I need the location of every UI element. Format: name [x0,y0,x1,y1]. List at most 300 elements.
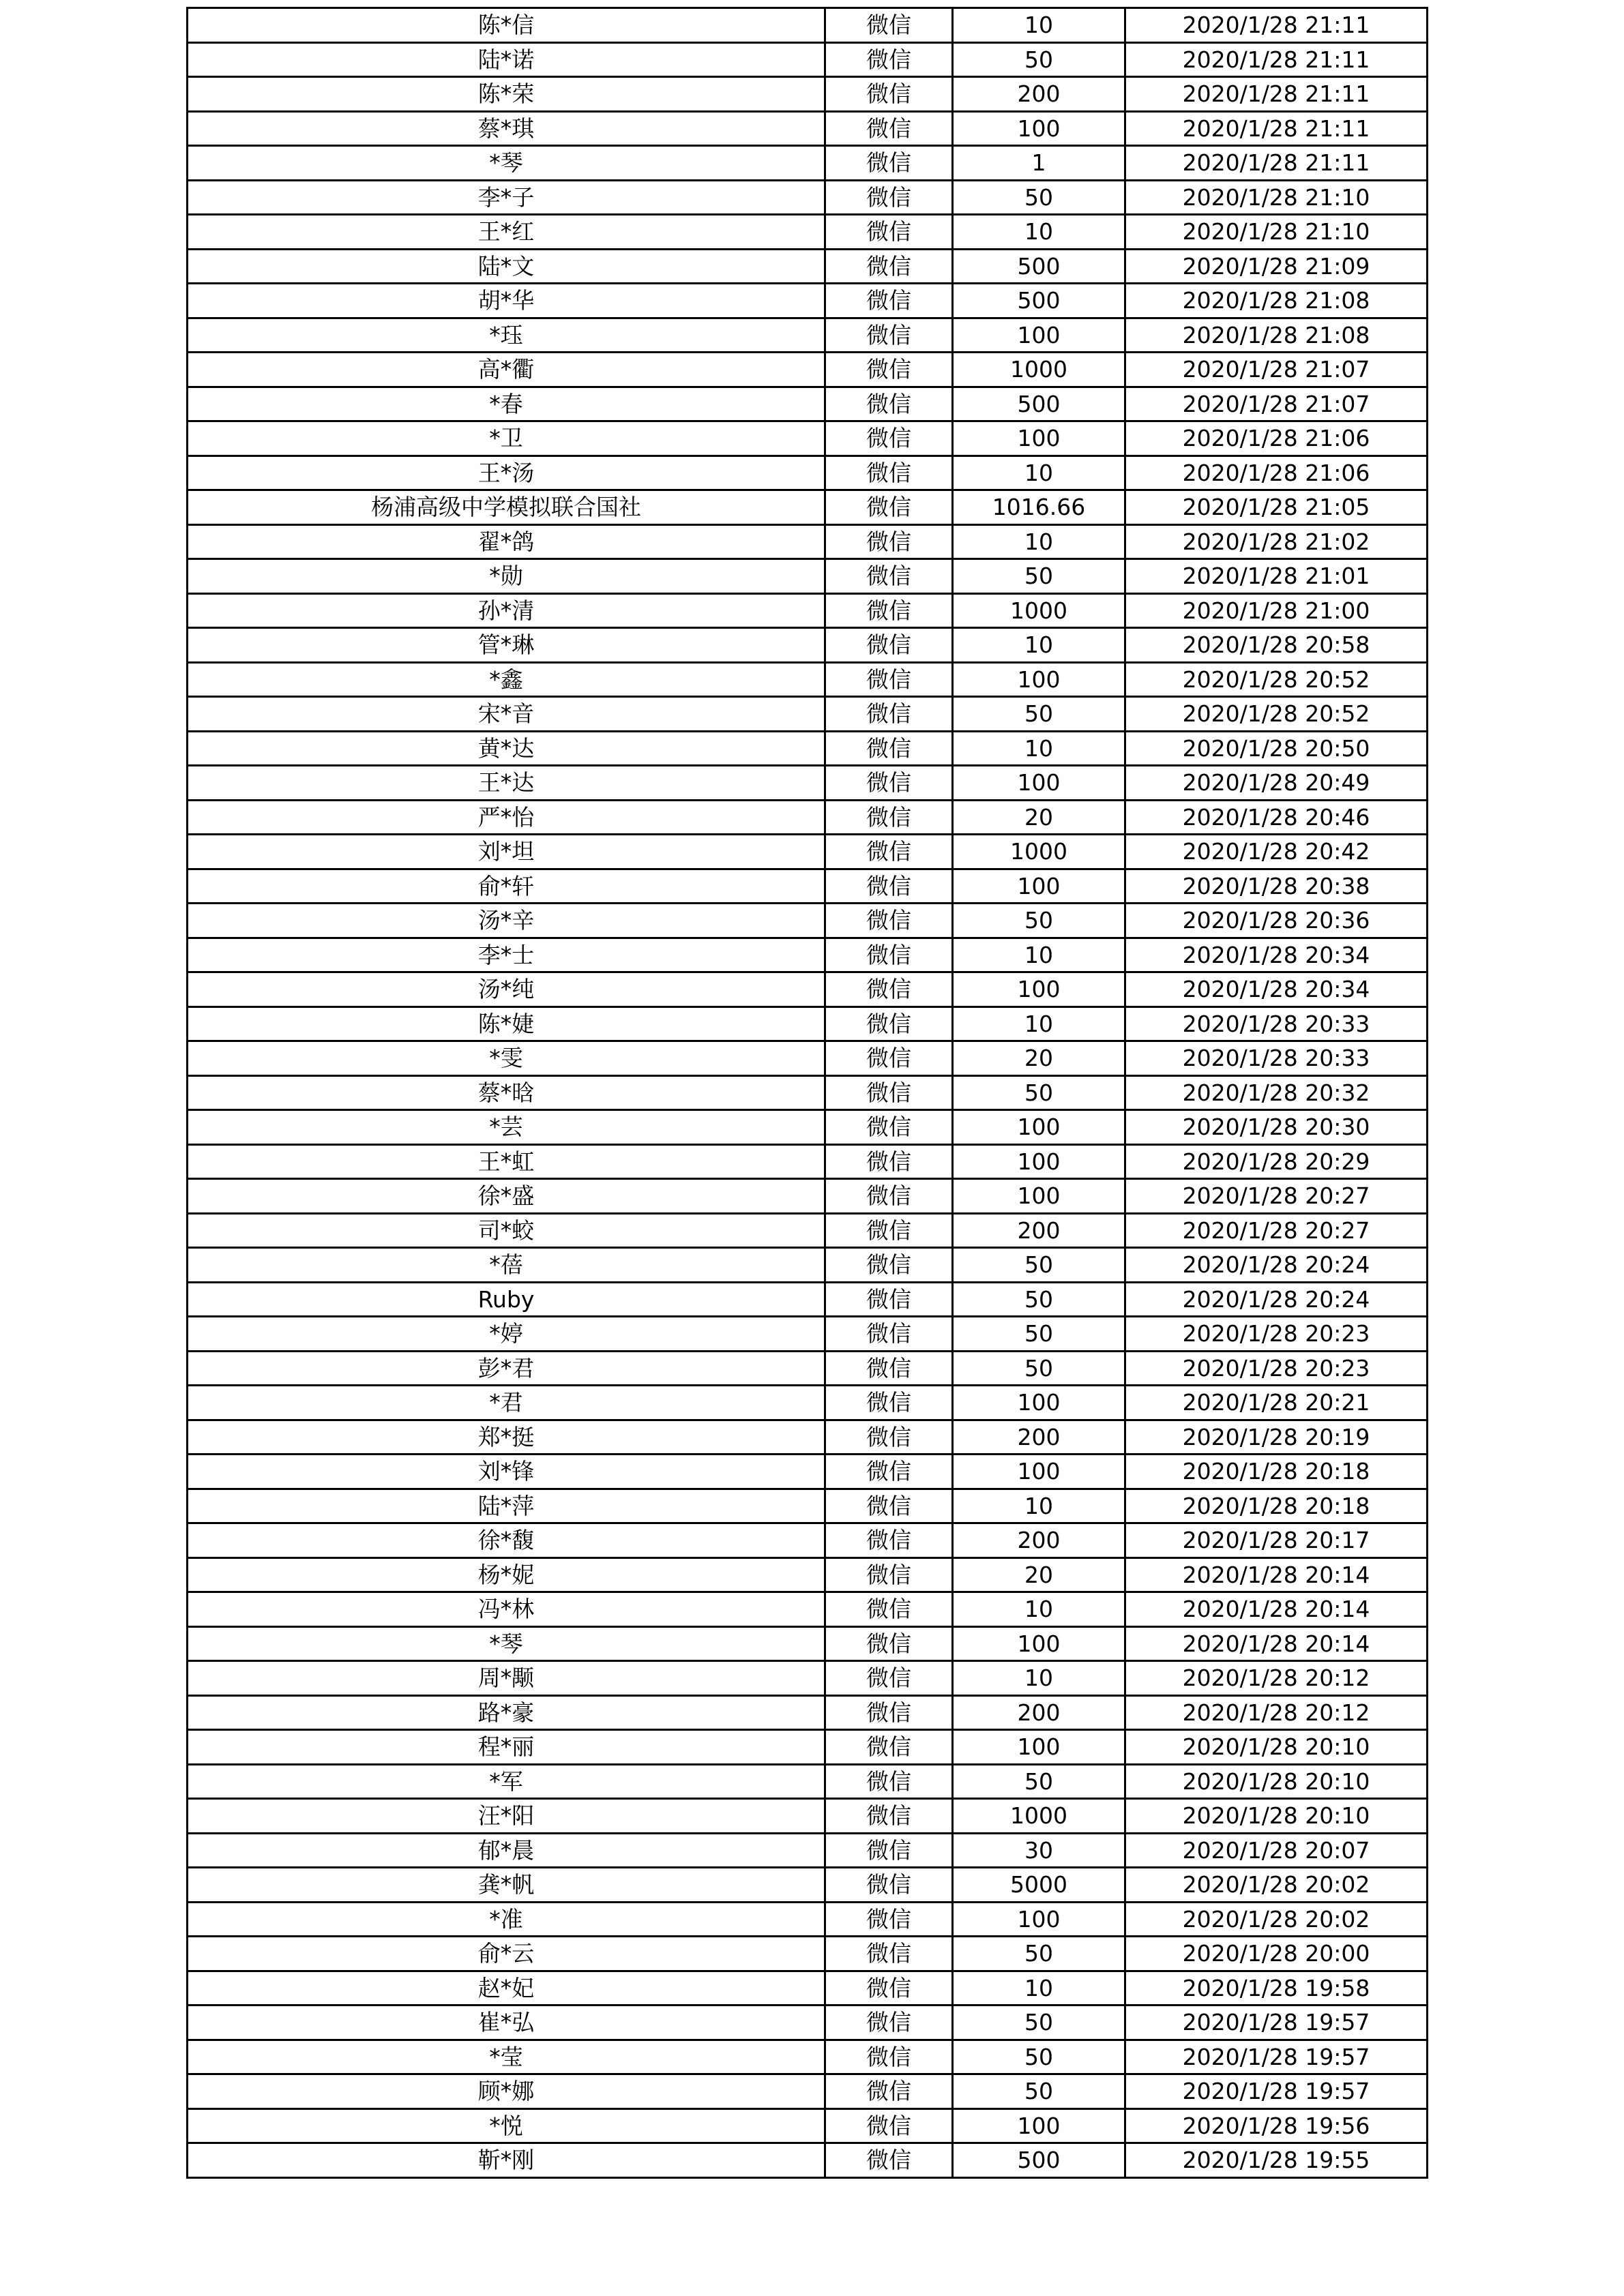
timestamp-cell: 2020/1/28 21:08 [1125,318,1428,353]
timestamp-cell: 2020/1/28 21:06 [1125,421,1428,456]
amount-cell: 50 [953,1764,1125,1799]
payment-channel-cell: 微信 [825,1730,953,1765]
amount-cell: 10 [953,1489,1125,1523]
amount-cell: 1000 [953,593,1125,628]
payment-channel-cell: 微信 [825,628,953,663]
donor-name-cell: *莹 [188,2040,825,2074]
timestamp-cell: 2020/1/28 21:06 [1125,456,1428,490]
amount-cell: 100 [953,1455,1125,1489]
timestamp-cell: 2020/1/28 20:23 [1125,1351,1428,1386]
payment-channel-cell: 微信 [825,1110,953,1145]
payment-channel-cell: 微信 [825,215,953,250]
amount-cell: 20 [953,1557,1125,1592]
donor-name-cell: *卫 [188,421,825,456]
amount-cell: 10 [953,938,1125,972]
donor-name-cell: 杨浦高级中学模拟联合国社 [188,490,825,525]
payment-channel-cell: 微信 [825,1971,953,2006]
amount-cell: 1016.66 [953,490,1125,525]
timestamp-cell: 2020/1/28 20:33 [1125,1007,1428,1041]
donor-name-cell: 王*汤 [188,456,825,490]
table-row [188,421,1428,456]
table-row [188,972,1428,1007]
amount-cell: 50 [953,2074,1125,2109]
payment-channel-cell: 微信 [825,524,953,559]
timestamp-cell: 2020/1/28 20:27 [1125,1179,1428,1214]
table-row [188,1592,1428,1627]
donor-name-cell: 蔡*晗 [188,1075,825,1110]
amount-cell: 100 [953,421,1125,456]
amount-cell: 50 [953,2006,1125,2040]
table-row [188,1317,1428,1352]
donor-name-cell: 陈*婕 [188,1007,825,1041]
timestamp-cell: 2020/1/28 20:19 [1125,1420,1428,1455]
payment-channel-cell: 微信 [825,2074,953,2109]
amount-cell: 500 [953,2143,1125,2178]
donor-name-cell: 司*蛟 [188,1213,825,1248]
amount-cell: 10 [953,731,1125,766]
donor-name-cell: 彭*君 [188,1351,825,1386]
donor-name-cell: 郑*挺 [188,1420,825,1455]
payment-channel-cell: 微信 [825,1489,953,1523]
table-row [188,77,1428,112]
table-row [188,284,1428,318]
payment-channel-cell: 微信 [825,42,953,77]
table-row [188,8,1428,43]
donor-name-cell: 陆*文 [188,249,825,284]
payment-channel-cell: 微信 [825,8,953,43]
donor-name-cell: 崔*弘 [188,2006,825,2040]
timestamp-cell: 2020/1/28 20:36 [1125,904,1428,938]
donor-name-cell: 徐*馥 [188,1523,825,1558]
table-row [188,1661,1428,1696]
timestamp-cell: 2020/1/28 19:56 [1125,2108,1428,2143]
amount-cell: 50 [953,1317,1125,1352]
table-row [188,1799,1428,1834]
payment-channel-cell: 微信 [825,2143,953,2178]
timestamp-cell: 2020/1/28 20:30 [1125,1110,1428,1145]
table-row [188,835,1428,869]
table-row [188,318,1428,353]
table-row [188,2108,1428,2143]
payment-channel-cell: 微信 [825,1695,953,1730]
amount-cell: 10 [953,628,1125,663]
donor-name-cell: *春 [188,387,825,421]
timestamp-cell: 2020/1/28 20:02 [1125,1868,1428,1903]
payment-channel-cell: 微信 [825,938,953,972]
amount-cell: 100 [953,1626,1125,1661]
amount-cell: 5000 [953,1868,1125,1903]
amount-cell: 100 [953,1179,1125,1214]
donor-name-cell: *芸 [188,1110,825,1145]
table-row [188,559,1428,594]
timestamp-cell: 2020/1/28 21:10 [1125,215,1428,250]
payment-channel-cell: 微信 [825,593,953,628]
donor-name-cell: 刘*锋 [188,1455,825,1489]
donor-name-cell: 龚*帆 [188,1868,825,1903]
payment-channel-cell: 微信 [825,559,953,594]
amount-cell: 100 [953,1902,1125,1937]
amount-cell: 100 [953,111,1125,146]
timestamp-cell: 2020/1/28 21:02 [1125,524,1428,559]
amount-cell: 200 [953,77,1125,112]
amount-cell: 200 [953,1523,1125,1558]
payment-channel-cell: 微信 [825,1075,953,1110]
donor-name-cell: *军 [188,1764,825,1799]
donor-name-cell: 汤*辛 [188,904,825,938]
amount-cell: 1000 [953,353,1125,387]
amount-cell: 50 [953,1282,1125,1317]
payment-channel-cell: 微信 [825,2006,953,2040]
donor-name-cell: 陆*诺 [188,42,825,77]
table-row [188,766,1428,801]
amount-cell: 50 [953,559,1125,594]
table-row [188,800,1428,835]
amount-cell: 100 [953,1386,1125,1420]
amount-cell: 500 [953,387,1125,421]
table-row [188,1695,1428,1730]
payment-channel-cell: 微信 [825,766,953,801]
table-row [188,938,1428,972]
payment-channel-cell: 微信 [825,1868,953,1903]
table-row [188,180,1428,215]
timestamp-cell: 2020/1/28 21:11 [1125,111,1428,146]
table-row [188,869,1428,904]
timestamp-cell: 2020/1/28 19:58 [1125,1971,1428,2006]
amount-cell: 100 [953,766,1125,801]
table-row [188,249,1428,284]
donor-name-cell: 陆*萍 [188,1489,825,1523]
donor-name-cell: 王*虹 [188,1144,825,1179]
table-row [188,697,1428,732]
payment-channel-cell: 微信 [825,1007,953,1041]
timestamp-cell: 2020/1/28 20:23 [1125,1317,1428,1352]
amount-cell: 500 [953,249,1125,284]
payment-channel-cell: 微信 [825,800,953,835]
table-row [188,1041,1428,1076]
payment-channel-cell: 微信 [825,904,953,938]
timestamp-cell: 2020/1/28 20:38 [1125,869,1428,904]
payment-channel-cell: 微信 [825,1799,953,1834]
donor-name-cell: *悦 [188,2108,825,2143]
donor-name-cell: 严*怡 [188,800,825,835]
amount-cell: 50 [953,180,1125,215]
timestamp-cell: 2020/1/28 20:14 [1125,1592,1428,1627]
timestamp-cell: 2020/1/28 20:34 [1125,972,1428,1007]
table-row [188,215,1428,250]
amount-cell: 10 [953,1971,1125,2006]
table-row [188,387,1428,421]
donor-name-cell: 冯*林 [188,1592,825,1627]
table-row [188,1282,1428,1317]
table-row [188,662,1428,697]
donor-name-cell: 管*琳 [188,628,825,663]
donation-table [186,7,1428,2179]
table-row [188,1489,1428,1523]
timestamp-cell: 2020/1/28 20:02 [1125,1902,1428,1937]
amount-cell: 100 [953,869,1125,904]
donor-name-cell: *蓓 [188,1248,825,1283]
timestamp-cell: 2020/1/28 21:00 [1125,593,1428,628]
donor-name-cell: *琴 [188,146,825,181]
timestamp-cell: 2020/1/28 20:12 [1125,1695,1428,1730]
timestamp-cell: 2020/1/28 20:10 [1125,1799,1428,1834]
payment-channel-cell: 微信 [825,2040,953,2074]
table-row [188,1833,1428,1868]
amount-cell: 100 [953,1110,1125,1145]
timestamp-cell: 2020/1/28 21:09 [1125,249,1428,284]
donation-table-body [188,8,1428,2178]
payment-channel-cell: 微信 [825,1179,953,1214]
donor-name-cell: 高*衢 [188,353,825,387]
table-row [188,2006,1428,2040]
payment-channel-cell: 微信 [825,456,953,490]
donor-name-cell: 郁*晨 [188,1833,825,1868]
amount-cell: 50 [953,1248,1125,1283]
table-row [188,1179,1428,1214]
table-row [188,1075,1428,1110]
amount-cell: 10 [953,1592,1125,1627]
timestamp-cell: 2020/1/28 21:11 [1125,8,1428,43]
table-row [188,1213,1428,1248]
table-row [188,2040,1428,2074]
timestamp-cell: 2020/1/28 20:58 [1125,628,1428,663]
donor-name-cell: 周*颙 [188,1661,825,1696]
amount-cell: 200 [953,1213,1125,1248]
amount-cell: 100 [953,318,1125,353]
table-row [188,593,1428,628]
donor-name-cell: 李*子 [188,180,825,215]
table-row [188,904,1428,938]
payment-channel-cell: 微信 [825,180,953,215]
table-row [188,1902,1428,1937]
timestamp-cell: 2020/1/28 20:29 [1125,1144,1428,1179]
donor-name-cell: 王*红 [188,215,825,250]
donor-name-cell: 程*丽 [188,1730,825,1765]
table-row [188,1730,1428,1765]
timestamp-cell: 2020/1/28 21:07 [1125,353,1428,387]
amount-cell: 50 [953,904,1125,938]
table-row [188,1557,1428,1592]
payment-channel-cell: 微信 [825,835,953,869]
payment-channel-cell: 微信 [825,249,953,284]
donor-name-cell: 黄*达 [188,731,825,766]
donor-name-cell: *琴 [188,1626,825,1661]
table-row [188,353,1428,387]
table-row [188,42,1428,77]
donor-name-cell: *婷 [188,1317,825,1352]
table-row [188,1764,1428,1799]
payment-channel-cell: 微信 [825,697,953,732]
timestamp-cell: 2020/1/28 19:55 [1125,2143,1428,2178]
payment-channel-cell: 微信 [825,1282,953,1317]
payment-channel-cell: 微信 [825,146,953,181]
payment-channel-cell: 微信 [825,1351,953,1386]
amount-cell: 10 [953,456,1125,490]
payment-channel-cell: 微信 [825,1902,953,1937]
timestamp-cell: 2020/1/28 20:52 [1125,662,1428,697]
donor-name-cell: *珏 [188,318,825,353]
payment-channel-cell: 微信 [825,77,953,112]
payment-channel-cell: 微信 [825,1523,953,1558]
amount-cell: 100 [953,972,1125,1007]
payment-channel-cell: 微信 [825,1592,953,1627]
timestamp-cell: 2020/1/28 20:42 [1125,835,1428,869]
payment-channel-cell: 微信 [825,1248,953,1283]
donor-name-cell: 路*豪 [188,1695,825,1730]
table-row [188,1523,1428,1558]
timestamp-cell: 2020/1/28 21:07 [1125,387,1428,421]
table-row [188,1144,1428,1179]
payment-channel-cell: 微信 [825,284,953,318]
timestamp-cell: 2020/1/28 20:00 [1125,1937,1428,1971]
timestamp-cell: 2020/1/28 21:10 [1125,180,1428,215]
donor-name-cell: Ruby [188,1282,825,1317]
table-row [188,146,1428,181]
timestamp-cell: 2020/1/28 21:11 [1125,77,1428,112]
timestamp-cell: 2020/1/28 21:08 [1125,284,1428,318]
timestamp-cell: 2020/1/28 20:46 [1125,800,1428,835]
table-row [188,2074,1428,2109]
donor-name-cell: 俞*云 [188,1937,825,1971]
timestamp-cell: 2020/1/28 19:57 [1125,2074,1428,2109]
donor-name-cell: 孙*清 [188,593,825,628]
payment-channel-cell: 微信 [825,869,953,904]
timestamp-cell: 2020/1/28 21:05 [1125,490,1428,525]
payment-channel-cell: 微信 [825,318,953,353]
donor-name-cell: *君 [188,1386,825,1420]
amount-cell: 10 [953,215,1125,250]
donor-name-cell: 王*达 [188,766,825,801]
timestamp-cell: 2020/1/28 20:24 [1125,1282,1428,1317]
amount-cell: 100 [953,2108,1125,2143]
donor-name-cell: 顾*娜 [188,2074,825,2109]
table-row [188,490,1428,525]
donor-name-cell: *勋 [188,559,825,594]
donor-name-cell: 刘*坦 [188,835,825,869]
amount-cell: 1000 [953,1799,1125,1834]
payment-channel-cell: 微信 [825,353,953,387]
payment-channel-cell: 微信 [825,1764,953,1799]
table-row [188,524,1428,559]
payment-channel-cell: 微信 [825,1041,953,1076]
timestamp-cell: 2020/1/28 20:07 [1125,1833,1428,1868]
timestamp-cell: 2020/1/28 19:57 [1125,2006,1428,2040]
table-row [188,1420,1428,1455]
timestamp-cell: 2020/1/28 20:24 [1125,1248,1428,1283]
payment-channel-cell: 微信 [825,1144,953,1179]
table-row [188,1626,1428,1661]
timestamp-cell: 2020/1/28 20:33 [1125,1041,1428,1076]
timestamp-cell: 2020/1/28 20:10 [1125,1764,1428,1799]
payment-channel-cell: 微信 [825,1455,953,1489]
amount-cell: 10 [953,1661,1125,1696]
timestamp-cell: 2020/1/28 20:18 [1125,1489,1428,1523]
table-row [188,1937,1428,1971]
table-row [188,1971,1428,2006]
amount-cell: 10 [953,1007,1125,1041]
timestamp-cell: 2020/1/28 19:57 [1125,2040,1428,2074]
donor-name-cell: 宋*音 [188,697,825,732]
donor-name-cell: 陈*信 [188,8,825,43]
amount-cell: 20 [953,800,1125,835]
timestamp-cell: 2020/1/28 20:18 [1125,1455,1428,1489]
payment-channel-cell: 微信 [825,1386,953,1420]
donor-name-cell: 靳*刚 [188,2143,825,2178]
donor-name-cell: *鑫 [188,662,825,697]
amount-cell: 500 [953,284,1125,318]
payment-channel-cell: 微信 [825,111,953,146]
amount-cell: 20 [953,1041,1125,1076]
amount-cell: 50 [953,697,1125,732]
table-row [188,111,1428,146]
payment-channel-cell: 微信 [825,972,953,1007]
timestamp-cell: 2020/1/28 21:11 [1125,146,1428,181]
donor-name-cell: 翟*鸽 [188,524,825,559]
payment-channel-cell: 微信 [825,490,953,525]
timestamp-cell: 2020/1/28 20:52 [1125,697,1428,732]
table-row [188,456,1428,490]
timestamp-cell: 2020/1/28 20:34 [1125,938,1428,972]
timestamp-cell: 2020/1/28 20:49 [1125,766,1428,801]
timestamp-cell: 2020/1/28 20:50 [1125,731,1428,766]
payment-channel-cell: 微信 [825,731,953,766]
table-row [188,1351,1428,1386]
payment-channel-cell: 微信 [825,1317,953,1352]
amount-cell: 10 [953,524,1125,559]
donor-name-cell: 汤*纯 [188,972,825,1007]
table-row [188,1110,1428,1145]
timestamp-cell: 2020/1/28 21:11 [1125,42,1428,77]
timestamp-cell: 2020/1/28 20:10 [1125,1730,1428,1765]
donor-name-cell: 胡*华 [188,284,825,318]
table-row [188,1386,1428,1420]
amount-cell: 100 [953,1730,1125,1765]
amount-cell: 100 [953,1144,1125,1179]
amount-cell: 1 [953,146,1125,181]
payment-channel-cell: 微信 [825,1213,953,1248]
payment-channel-cell: 微信 [825,1937,953,1971]
payment-channel-cell: 微信 [825,1420,953,1455]
donor-name-cell: 陈*荣 [188,77,825,112]
payment-channel-cell: 微信 [825,421,953,456]
donor-name-cell: 汪*阳 [188,1799,825,1834]
amount-cell: 30 [953,1833,1125,1868]
table-row [188,1455,1428,1489]
amount-cell: 50 [953,2040,1125,2074]
donor-name-cell: 杨*妮 [188,1557,825,1592]
donor-name-cell: 俞*轩 [188,869,825,904]
timestamp-cell: 2020/1/28 21:01 [1125,559,1428,594]
payment-channel-cell: 微信 [825,2108,953,2143]
table-row [188,1007,1428,1041]
timestamp-cell: 2020/1/28 20:17 [1125,1523,1428,1558]
timestamp-cell: 2020/1/28 20:14 [1125,1626,1428,1661]
table-row [188,1248,1428,1283]
amount-cell: 100 [953,662,1125,697]
amount-cell: 200 [953,1420,1125,1455]
amount-cell: 50 [953,1937,1125,1971]
amount-cell: 50 [953,1075,1125,1110]
amount-cell: 1000 [953,835,1125,869]
timestamp-cell: 2020/1/28 20:27 [1125,1213,1428,1248]
amount-cell: 50 [953,42,1125,77]
table-row [188,2143,1428,2178]
donor-name-cell: *准 [188,1902,825,1937]
timestamp-cell: 2020/1/28 20:32 [1125,1075,1428,1110]
payment-channel-cell: 微信 [825,387,953,421]
table-row [188,1868,1428,1903]
donor-name-cell: 赵*妃 [188,1971,825,2006]
